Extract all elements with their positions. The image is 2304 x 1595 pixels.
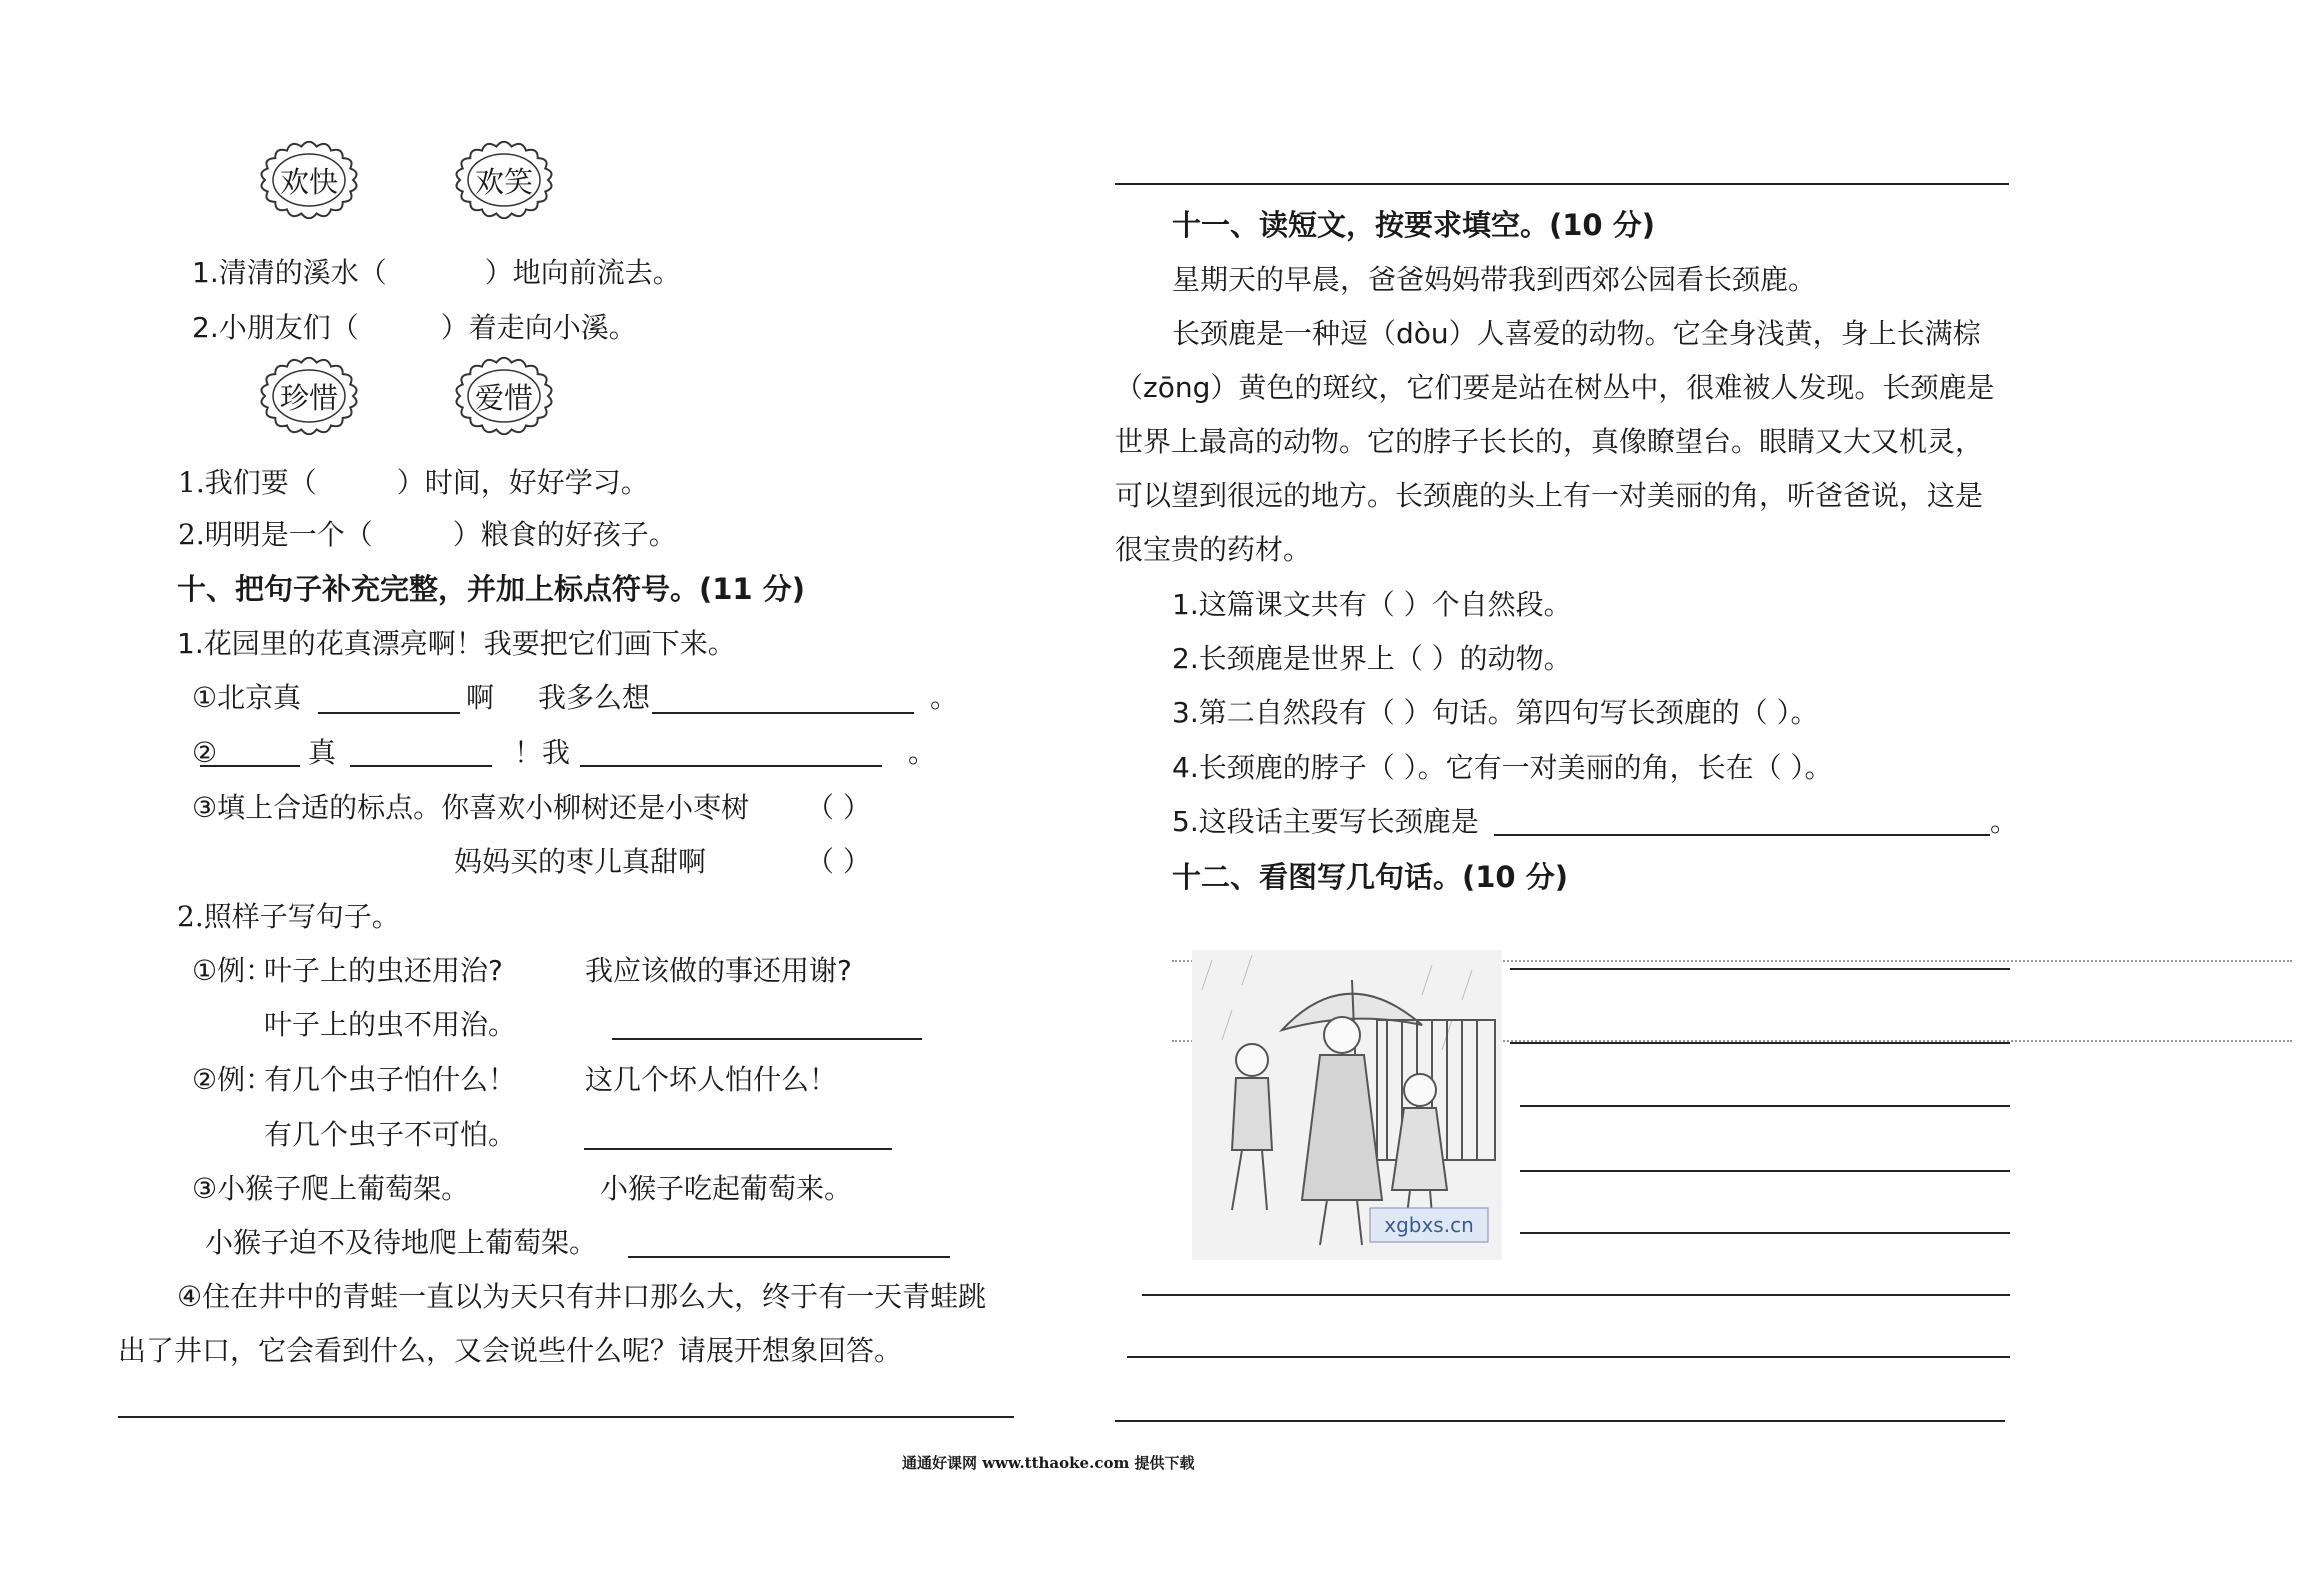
question-line: 1.我们要（ ）时间，好好学习。 (178, 466, 649, 499)
word-choice-aixi (455, 357, 553, 435)
word-label: 欢笑 (474, 164, 533, 199)
example-text: 小猴子吃起葡萄来。 (600, 1172, 853, 1205)
example-text: 叶子上的虫还用治? (264, 954, 503, 987)
example-label: ①例： (192, 954, 274, 987)
example-text: 我应该做的事还用谢? (585, 954, 852, 987)
writing-line[interactable] (1520, 1105, 2010, 1107)
picture-illustration (1192, 950, 1502, 1260)
passage-line: （zōng）黄色的斑纹，它们要是站在树丛中，很难被人发现。长颈鹿是 (1115, 371, 1995, 404)
fill-line-1: ①北京真 (192, 681, 302, 714)
section-11-title: 十一、读短文，按要求填空。(10 分) (1172, 208, 1655, 242)
section-10-title: 十、把句子补充完整，并加上标点符号。(11 分) (177, 572, 805, 606)
writing-line[interactable] (1115, 1420, 2005, 1422)
punctuation-paren[interactable]: （ ） (806, 845, 871, 878)
fill-text: 我多么想 (538, 681, 651, 714)
reading-question: 4.长颈鹿的脖子（ ）。它有一对美丽的角，长在（ ）。 (1172, 751, 1833, 784)
example-text: 有几个虫子不可怕。 (264, 1118, 517, 1151)
word-label: 珍惜 (279, 380, 338, 415)
family-umbrella-picture (1192, 950, 1502, 1260)
example-text: 叶子上的虫不用治。 (264, 1008, 517, 1041)
example-sentence: 1.花园里的花真漂亮啊！我要把它们画下来。 (177, 627, 736, 660)
punctuation-paren[interactable]: （ ） (806, 791, 871, 824)
fill-text: 。 (930, 681, 959, 714)
answer-blank[interactable] (350, 765, 492, 767)
part-2-title: 2.照样子写句子。 (177, 900, 400, 933)
answer-blank[interactable] (584, 1148, 892, 1150)
fill-line-3: ③填上合适的标点。你喜欢小柳树还是小枣树 (192, 791, 750, 824)
passage-line: 可以望到很远的地方。长颈鹿的头上有一对美丽的角，听爸爸说，这是 (1115, 479, 1984, 512)
word-choice-huanxiao (455, 141, 553, 219)
reading-question: 2.长颈鹿是世界上（ ）的动物。 (1172, 642, 1572, 675)
writing-line[interactable] (1127, 1356, 2010, 1358)
word-label: 爱惜 (474, 380, 533, 415)
example-label: ②例： (192, 1063, 274, 1096)
passage-line: 世界上最高的动物。它的脖子长长的，真像瞭望台。眼睛又大又机灵， (1115, 425, 1984, 458)
question-line: 1.清清的溪水（ ）地向前流去。 (192, 256, 681, 289)
answer-blank[interactable] (612, 1038, 922, 1040)
image-watermark: xgbxs.cn (1384, 1213, 1474, 1237)
column-top-rule (1115, 183, 2009, 185)
answer-line[interactable] (118, 1416, 1014, 1418)
question-line: 2.小朋友们（ ）着走向小溪。 (192, 311, 637, 344)
imagination-question: 出了井口，它会看到什么，又会说些什么呢？请展开想象回答。 (118, 1334, 903, 1367)
fill-text: ！我 (514, 736, 571, 769)
example-text: 小猴子迫不及待地爬上葡萄架。 (205, 1226, 598, 1259)
reading-question: 5.这段话主要写长颈鹿是 (1172, 805, 1479, 838)
passage-line: 星期天的早晨，爸爸妈妈带我到西郊公园看长颈鹿。 (1172, 263, 1817, 296)
passage-line: 长颈鹿是一种逗（dòu）人喜爱的动物。它全身浅黄，身上长满棕 (1172, 317, 1981, 350)
writing-line[interactable] (1142, 1294, 2010, 1296)
fill-line-2: ② (192, 736, 218, 769)
footer-credit: 通通好课网 www.tthaoke.com 提供下载 (902, 1454, 1195, 1472)
example-text: 有几个虫子怕什么！ (264, 1063, 517, 1096)
word-choice-huankuai (260, 141, 358, 219)
question-line: 2.明明是一个（ ）粮食的好孩子。 (178, 518, 677, 551)
example-text: 这几个坏人怕什么！ (585, 1063, 838, 1096)
example-text: ③小猴子爬上葡萄架。 (192, 1172, 470, 1205)
punctuation-sentence: 妈妈买的枣儿真甜啊 (454, 845, 707, 878)
writing-line[interactable] (1510, 1042, 2010, 1044)
writing-line[interactable] (1510, 968, 2010, 970)
answer-blank[interactable] (628, 1256, 950, 1258)
reading-question: 3.第二自然段有（ ）句话。第四句写长颈鹿的（ ）。 (1172, 696, 1819, 729)
fill-text: 。 (908, 736, 937, 769)
reading-question: 1.这篇课文共有（ ）个自然段。 (1172, 588, 1572, 621)
word-label: 欢快 (279, 164, 338, 199)
writing-line[interactable] (1520, 1232, 2010, 1234)
fill-text: 真 (308, 736, 337, 769)
writing-line[interactable] (1520, 1170, 2010, 1172)
fill-text: 。 (1990, 805, 2019, 838)
imagination-question: ④住在井中的青蛙一直以为天只有井口那么大，终于有一天青蛙跳 (177, 1280, 987, 1313)
section-12-title: 十二、看图写几句话。(10 分) (1172, 860, 1568, 894)
answer-blank[interactable] (200, 765, 300, 767)
answer-blank[interactable] (1494, 834, 1990, 836)
word-choice-zhenxi (260, 357, 358, 435)
answer-blank[interactable] (652, 712, 914, 714)
answer-blank[interactable] (580, 765, 882, 767)
answer-blank[interactable] (318, 712, 460, 714)
passage-line: 很宝贵的药材。 (1115, 533, 1312, 566)
fill-text: 啊 (466, 681, 495, 714)
